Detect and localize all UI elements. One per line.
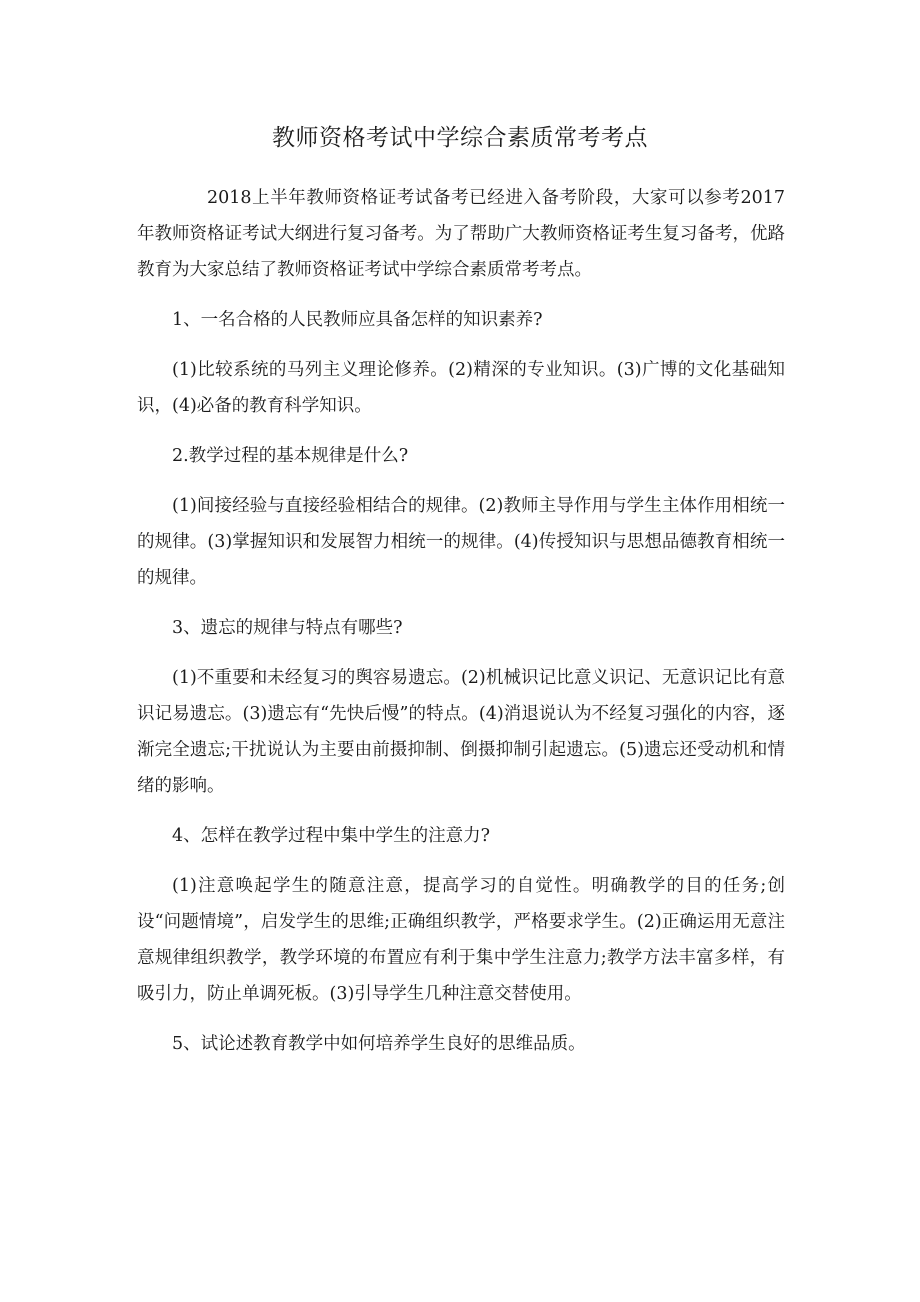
question-4: 4、怎样在教学过程中集中学生的注意力? [172,826,491,846]
question-3: 3、遗忘的规律与特点有哪些? [172,618,403,638]
document-title: 教师资格考试中学综合素质常考考点 [272,125,648,151]
answer-4: (1)注意唤起学生的随意注意，提高学习的自觉性。明确教学的目的任务;创设“问题情境”，启发学生的思维;正确组织教学，严格要求学生。(2)正确运用无意注意规律组织教学，教学环境的布置应有利于集中学生注意力;教学方法丰富多样，有吸引力，防止单调死板。(3)引导学生几种注意交替使用。 [137,876,785,1004]
question-1: 1、一名合格的人民教师应具备怎样的知识素养? [172,310,543,330]
answer-1: (1)比较系统的马列主义理论修养。(2)精深的专业知识。(3)广博的文化基础知识，(4)必备的教育科学知识。 [137,360,785,416]
answer-2: (1)间接经验与直接经验相结合的规律。(2)教师主导作用与学生主体作用相统一的规律。(3)掌握知识和发展智力相统一的规律。(4)传授知识与思想品德教育相统一的规律。 [137,496,785,588]
answer-3: (1)不重要和未经复习的舆容易遗忘。(2)机械识记比意义识记、无意识记比有意识记易遗忘。(3)遗忘有“先快后慢”的特点。(4)消退说认为不经复习强化的内容，逐渐完全遗忘;干扰说认为主要由前摄抑制、倒摄抑制引起遗忘。(5)遗忘还受动机和情绪的影响。 [137,668,785,796]
question-5: 5、试论述教育教学中如何培养学生良好的思维品质。 [172,1034,586,1054]
question-2: 2.教学过程的基本规律是什么? [172,446,409,466]
intro-paragraph: 2018上半年教师资格证考试备考已经进入备考阶段，大家可以参考2017年教师资格证考试大纲进行复习备考。为了帮助广大教师资格证考生复习备考，优路教育为大家总结了教师资格证考试中学综合素质常考考点。 [137,188,785,280]
document-body [137,180,785,1062]
